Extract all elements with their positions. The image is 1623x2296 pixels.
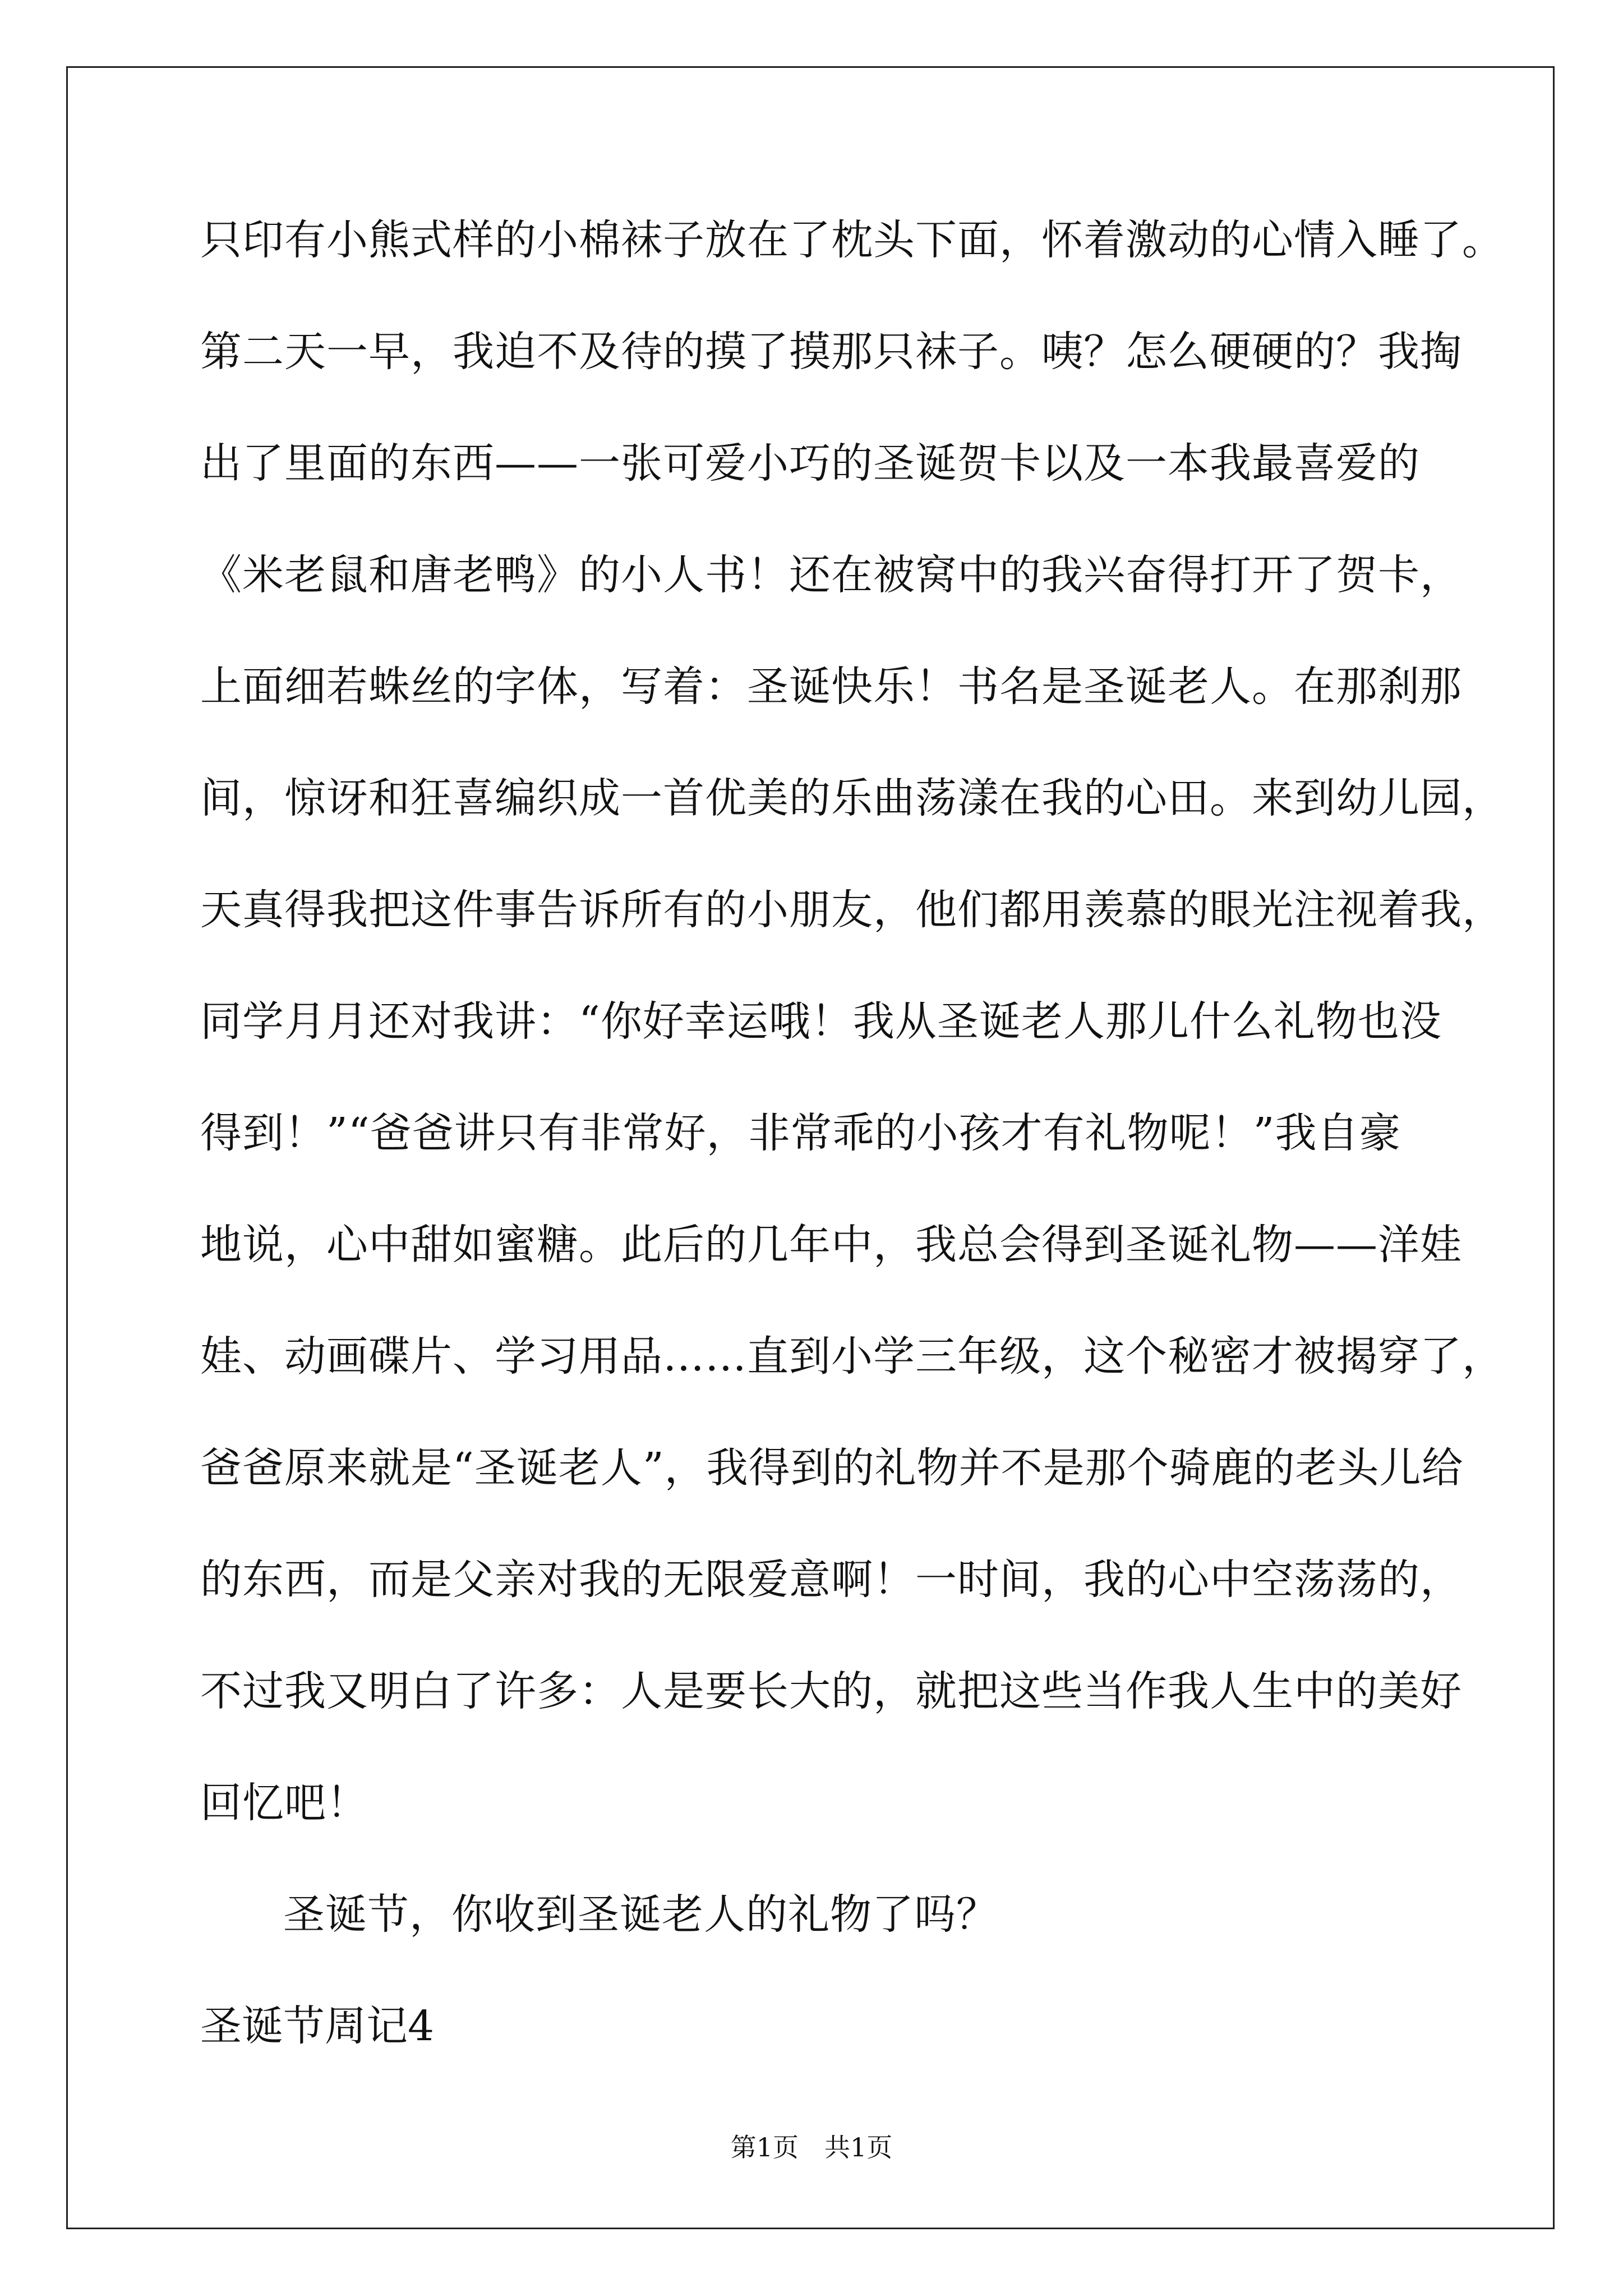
text-line: 得到！”“爸爸讲只有非常好，非常乖的小孩才有礼物呢！”我自豪 — [200, 1109, 1401, 1157]
text-line: 出了里面的东西——一张可爱小巧的圣诞贺卡以及一本我最喜爱的 — [200, 439, 1420, 487]
text-line: 不过我又明白了许多：人是要长大的，就把这些当作我人生中的美好 — [200, 1667, 1462, 1715]
text-line: 只印有小熊式样的小棉袜子放在了枕头下面，怀着激动的心情入睡了。 — [200, 216, 1504, 264]
page-footer — [0, 2131, 1623, 2164]
page-number: 第1页 共1页 — [730, 2132, 893, 2162]
text-line: 回忆吧！ — [200, 1779, 368, 1827]
text-line: 第二天一早，我迫不及待的摸了摸那只袜子。咦？怎么硬硬的？我掏 — [200, 328, 1462, 376]
text-line: 上面细若蛛丝的字体，写着：圣诞快乐！书名是圣诞老人。在那刹那 — [200, 662, 1462, 711]
document-body — [200, 206, 1504, 2104]
text-line: 娃、动画碟片、学习用品……直到小学三年级，这个秘密才被揭穿了， — [200, 1332, 1504, 1381]
text-line: 的东西，而是父亲对我的无限爱意啊！一时间，我的心中空荡荡的， — [200, 1556, 1462, 1604]
text-line: 天真得我把这件事告诉所有的小朋友，他们都用羡慕的眼光注视着我， — [200, 886, 1504, 934]
next-section-heading: 圣诞节周记4 — [200, 2002, 435, 2050]
closing-paragraph: 圣诞节，你收到圣诞老人的礼物了吗？ — [283, 1890, 998, 1939]
text-line: 爸爸原来就是“圣诞老人”，我得到的礼物并不是那个骑鹿的老头儿给 — [200, 1444, 1464, 1492]
text-line: 间，惊讶和狂喜编织成一首优美的乐曲荡漾在我的心田。来到幼儿园， — [200, 774, 1504, 822]
text-line: 同学月月还对我讲：“你好幸运哦！我从圣诞老人那儿什么礼物也没 — [200, 997, 1442, 1046]
text-line: 《米老鼠和唐老鸭》的小人书！还在被窝中的我兴奋得打开了贺卡， — [200, 551, 1462, 599]
text-line: 地说，心中甜如蜜糖。此后的几年中，我总会得到圣诞礼物——洋娃 — [200, 1221, 1462, 1269]
